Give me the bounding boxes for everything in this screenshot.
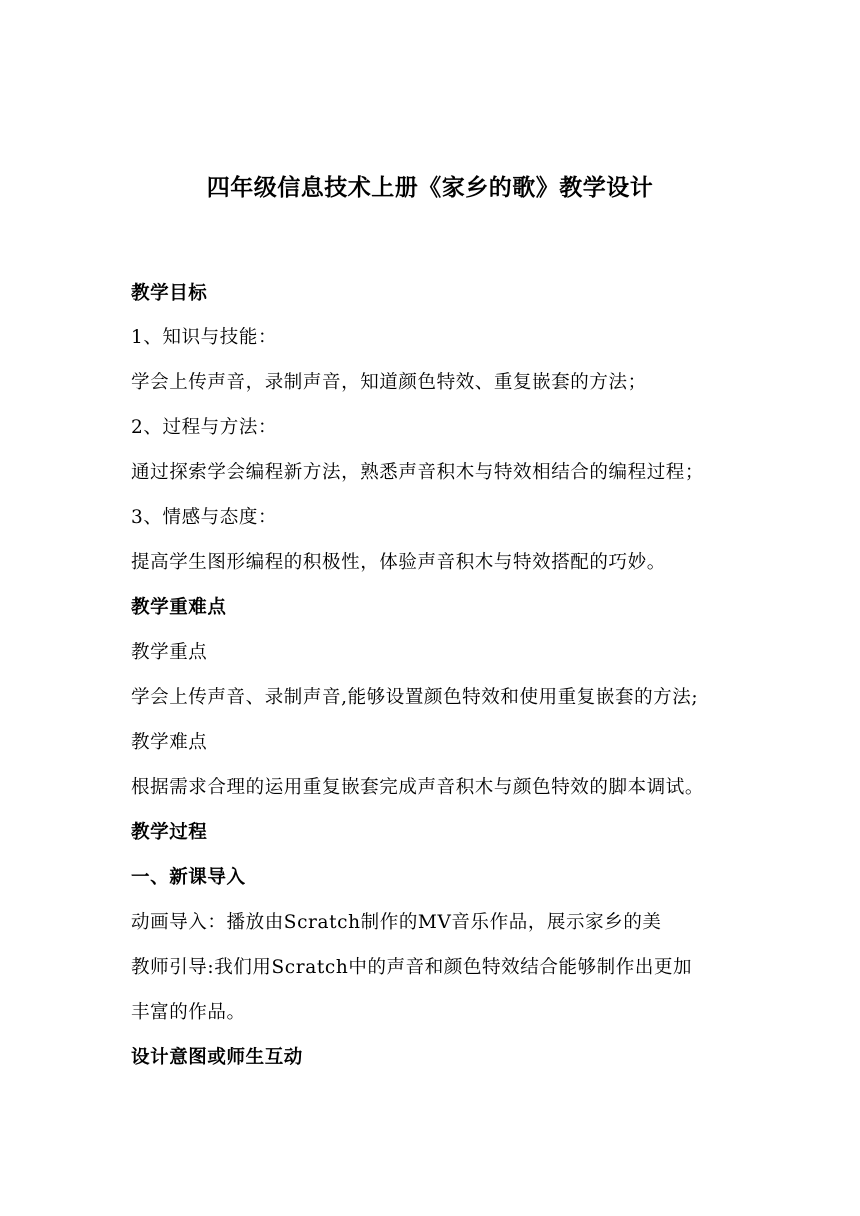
paragraph-line: 丰富的作品。	[131, 1002, 246, 1023]
paragraph-line: 动画导入：播放由Scratch制作的MV音乐作品，展示家乡的美	[131, 912, 662, 933]
paragraph-line: 通过探索学会编程新方法，熟悉声音积木与特效相结合的编程过程；	[131, 462, 705, 483]
paragraph-line: 2、过程与方法：	[131, 417, 278, 438]
paragraph-line: 提高学生图形编程的积极性，体验声音积木与特效搭配的巧妙。	[131, 552, 666, 573]
paragraph-line: 教学重点	[131, 642, 208, 663]
section-heading-key-points: 教学重难点	[131, 597, 227, 618]
paragraph-line: 根据需求合理的运用重复嵌套完成声音积木与颜色特效的脚本调试。	[131, 777, 705, 798]
paragraph-line: 学会上传声音，录制声音，知道颜色特效、重复嵌套的方法；	[131, 372, 647, 393]
paragraph-line: 学会上传声音、录制声音,能够设置颜色特效和使用重复嵌套的方法;	[131, 687, 699, 708]
section-heading-objectives: 教学目标	[131, 283, 208, 304]
paragraph-line: 教学难点	[131, 732, 208, 753]
section-heading-process: 教学过程	[131, 822, 208, 843]
section-heading-design-intent: 设计意图或师生互动	[131, 1047, 303, 1068]
paragraph-line: 3、情感与态度：	[131, 507, 278, 528]
paragraph-line: 1、知识与技能：	[131, 327, 278, 348]
document-title: 四年级信息技术上册《家乡的歌》教学设计	[206, 175, 654, 201]
section-heading-introduction: 一、新课导入	[131, 867, 246, 888]
paragraph-line: 教师引导:我们用Scratch中的声音和颜色特效结合能够制作出更加	[131, 957, 693, 978]
